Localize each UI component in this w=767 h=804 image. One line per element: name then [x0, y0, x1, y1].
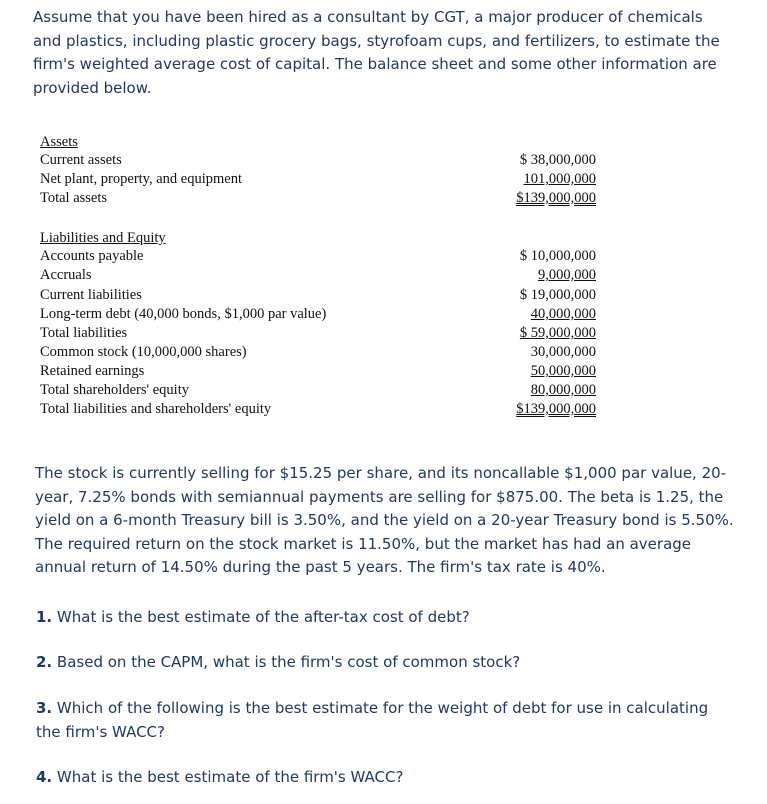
question-text: What is the best estimate of the firm's WACC?: [56, 768, 404, 786]
asset-row: [40, 151, 596, 170]
question-1: [36, 606, 726, 630]
liability-row: [40, 343, 596, 362]
asset-label: Current assets: [40, 152, 122, 168]
question-number: 4.: [36, 768, 53, 786]
intro-paragraph: Assume that you have been hired as a consultant by CGT, a major producer of chemicals and plastics, including plastic grocery bags, styrofoam cups, and fertilizers, to estimate the firm's weighted average cost of capital. The balance sheet and some other information are provided below.: [33, 8, 720, 97]
liability-label: Accruals: [40, 267, 92, 283]
asset-value: $ 38,000,000: [519, 152, 596, 168]
liability-value: $ 10,000,000: [519, 248, 596, 264]
liability-value: $ 19,000,000: [519, 287, 596, 303]
liability-label: Long-term debt (40,000 bonds, $1,000 par value): [40, 306, 327, 322]
liability-row: [40, 266, 596, 285]
liability-label: Total liabilities: [40, 325, 128, 341]
asset-value: $139,000,000: [516, 190, 596, 206]
question-text: Based on the CAPM, what is the firm's cost of common stock?: [56, 653, 521, 671]
liability-row: [40, 362, 596, 381]
liability-value: 9,000,000: [538, 267, 596, 283]
balance-sheet: [40, 133, 596, 423]
liability-value: $ 59,000,000: [519, 325, 596, 341]
liability-row: [40, 400, 596, 419]
asset-row: [40, 189, 596, 208]
liability-row: [40, 286, 596, 305]
assets-heading: Assets: [40, 134, 78, 150]
liability-label: Total liabilities and shareholders' equity: [40, 401, 272, 417]
liabilities-heading: Liabilities and Equity: [40, 230, 166, 246]
liability-value: 40,000,000: [530, 306, 596, 322]
asset-value: 101,000,000: [523, 171, 596, 187]
liability-value: $139,000,000: [516, 401, 596, 417]
question-number: 1.: [36, 608, 53, 626]
question-text: Which of the following is the best estimate for the weight of debt for use in calculating the firm's WACC?: [36, 699, 709, 741]
liability-value: 50,000,000: [530, 363, 596, 379]
liability-label: Common stock (10,000,000 shares): [40, 344, 247, 360]
liability-label: Accounts payable: [40, 248, 144, 264]
liability-label: Retained earnings: [40, 363, 145, 379]
liability-value: 30,000,000: [530, 344, 596, 360]
liability-value: 80,000,000: [530, 382, 596, 398]
asset-row: [40, 170, 596, 189]
asset-label: Net plant, property, and equipment: [40, 171, 243, 187]
question-4: [36, 766, 726, 790]
question-2: [36, 651, 726, 675]
stock-paragraph: The stock is currently selling for $15.25 per share, and its noncallable $1,000 par value, 20-year, 7.25% bonds with semiannual payments are selling for $875.00. The beta is 1.25, the yield on a 6-month Treasury bill is 3.50%, and the yield on a 20-year Treasury bond is 5.50%. The required return on the stock market is 11.50%, but the market has had an average annual return of 14.50% during the past 5 years. The firm's tax rate is 40%.: [35, 464, 734, 576]
liability-label: Current liabilities: [40, 287, 142, 303]
question-text: What is the best estimate of the after-tax cost of debt?: [56, 608, 470, 626]
liability-row: [40, 381, 596, 400]
asset-label: Total assets: [40, 190, 108, 206]
question-number: 2.: [36, 653, 53, 671]
liability-row: [40, 305, 596, 324]
question-3: [36, 697, 726, 744]
liability-label: Total shareholders' equity: [40, 382, 189, 398]
liability-row: [40, 324, 596, 343]
liability-row: [40, 247, 596, 266]
question-number: 3.: [36, 699, 53, 717]
